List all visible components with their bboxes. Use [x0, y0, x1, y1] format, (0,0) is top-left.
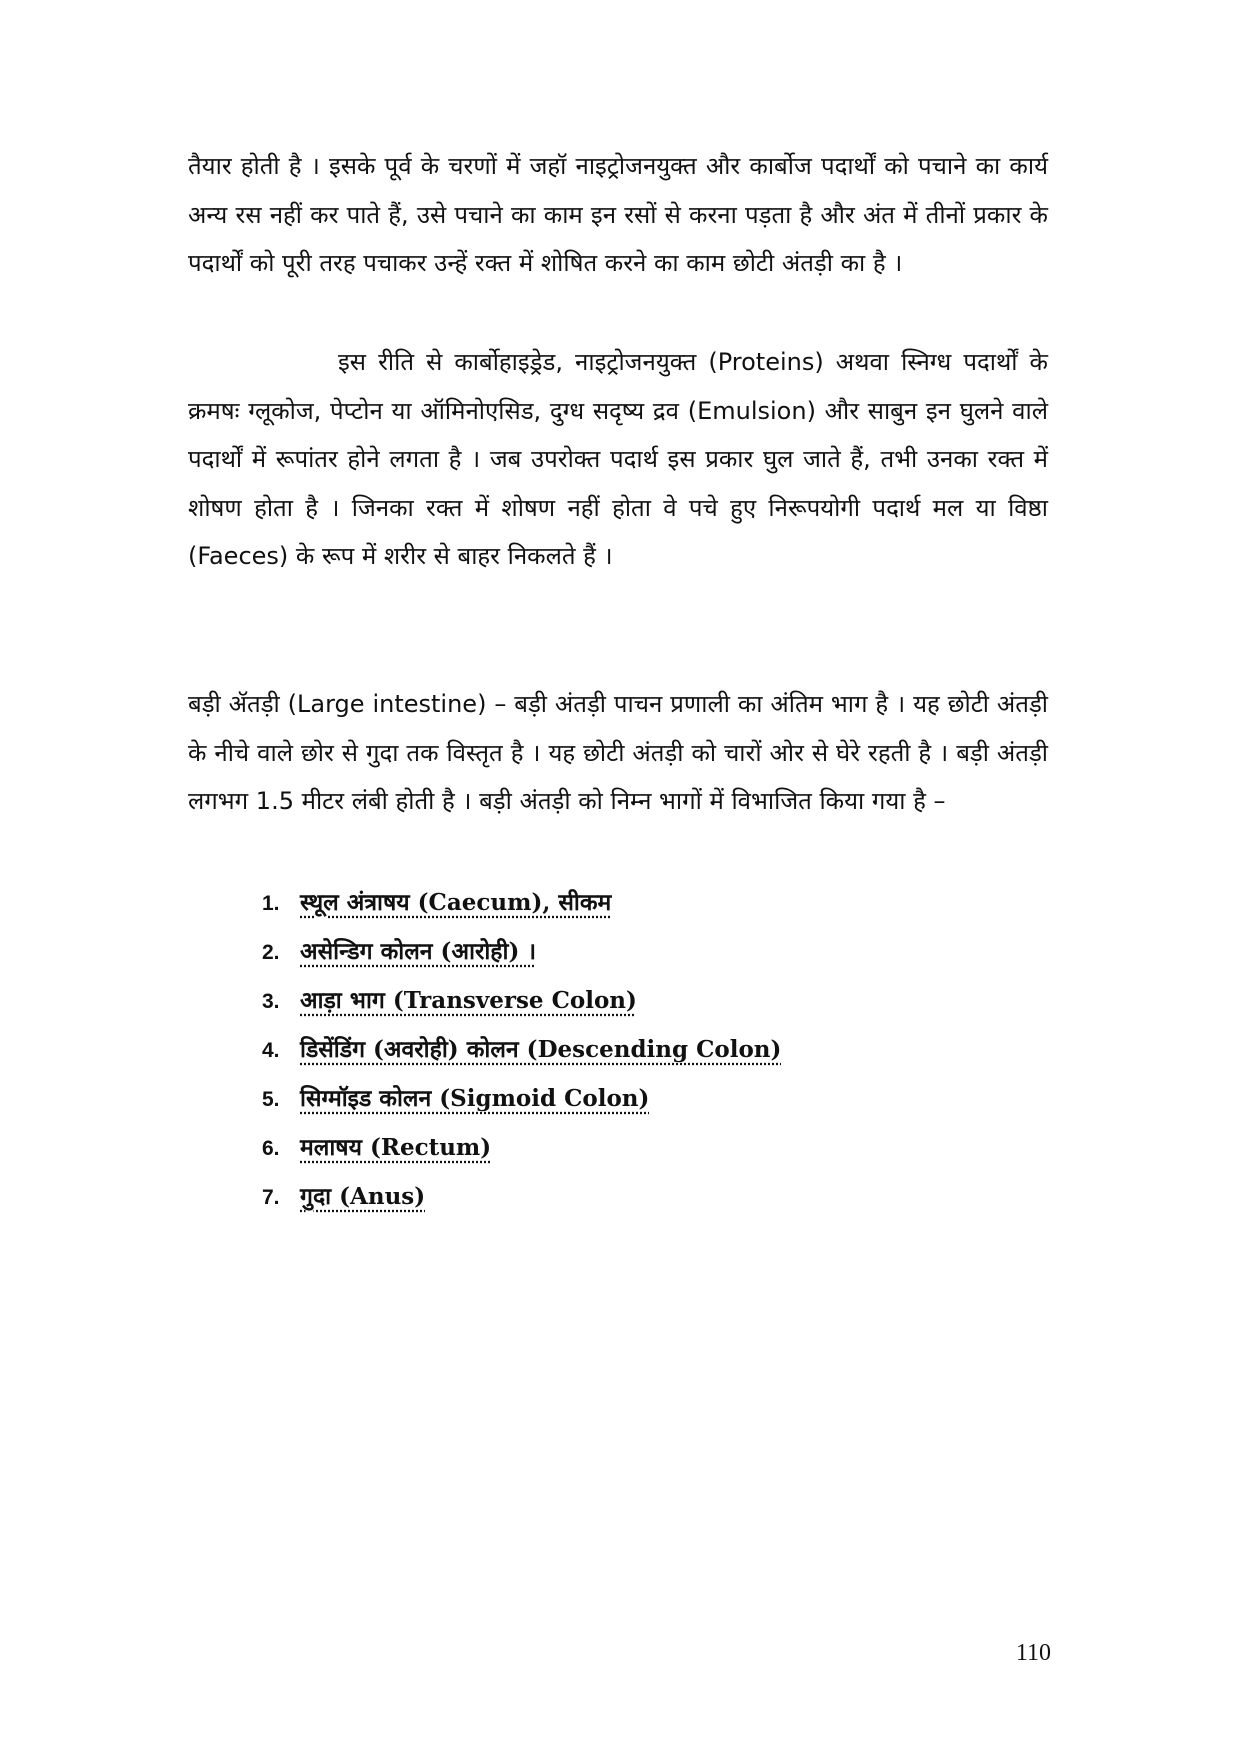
list-item	[262, 1074, 1022, 1123]
page-number: 110	[1015, 1640, 1051, 1666]
list-item-number: 4.	[262, 1039, 280, 1062]
list-item	[262, 1123, 1022, 1172]
list-item-number: 3.	[262, 990, 280, 1013]
list-item-label: डिसेंडिंग (अवरोही) कोलन (Descending Colon)	[300, 1036, 782, 1063]
list-item-number: 5.	[262, 1088, 280, 1111]
list-item-number: 7.	[262, 1186, 280, 1209]
list-item-number: 1.	[262, 892, 280, 915]
list-item-label: असेन्डिग कोलन (आरोही) ।	[300, 938, 537, 965]
paragraph-large-intestine: बड़ी ॲतड़ी (Large intestine) – बड़ी अंतड़ी पाचन प्रणाली का अंतिम भाग है । यह छोटी अंतड़ी के नीचे वाले छोर से गुदा तक विस्तृत है । यह छोटी अंतड़ी को चारों ओर से घेरे रहती है । बड़ी अंतड़ी लगभग 1.5 मीटर लंबी होती है । बड़ी अंतड़ी को निम्न भागों में विभाजित किया गया है –	[188, 690, 1048, 815]
list-item	[262, 976, 1022, 1025]
list-item	[262, 927, 1022, 976]
list-item	[262, 1172, 1022, 1221]
list-item-number: 2.	[262, 941, 280, 964]
list-item	[262, 1025, 1022, 1074]
paragraph-digestion-conversion: इस रीति से कार्बोहाइड्रेड, नाइट्रोजनयुक्त (Proteins) अथवा स्निग्ध पदार्थों के क्रमषः ग्लूकोज, पेप्टोन या ऑमिनोएसिड, दुग्ध सदृष्य द्रव (Emulsion) और साबुन इन घुलने वाले पदार्थों में रूपांतर होने लगता है । जब उपरोक्त पदार्थ इस प्रकार घुल जाते हैं, तभी उनका रक्त में शोषण होता है । जिनका रक्त में शोषण नहीं होता वे पचे हुए निरूपयोगी पदार्थ मल या विष्ठा (Faeces) के रूप में शरीर से बाहर निकलते हैं ।	[188, 348, 1048, 570]
list-item-label: मलाषय (Rectum)	[300, 1134, 492, 1161]
list-item-label: सिग्मॉइड कोलन (Sigmoid Colon)	[300, 1085, 650, 1112]
large-intestine-parts-list	[262, 878, 1022, 1221]
paragraph-small-intestine-absorption: तैयार होती है । इसके पूर्व के चरणों में जहॉ नाइट्रोजनयुक्त और कार्बोज पदार्थों को पचाने का कार्य अन्य रस नहीं कर पाते हैं, उसे पचाने का काम इन रसों से करना पड़ता है और अंत में तीनों प्रकार के पदार्थों को पूरी तरह पचाकर उन्हें रक्त में शोषित करने का काम छोटी अंतड़ी का है ।	[188, 152, 1048, 277]
list-item-label: आड़ा भाग (Transverse Colon)	[300, 987, 637, 1014]
list-item-label: गुदा (Anus)	[300, 1183, 426, 1210]
list-item-label: स्थूल अंत्राषय (Caecum), सीकम	[300, 889, 612, 916]
list-item-number: 6.	[262, 1137, 280, 1160]
list-item	[262, 878, 1022, 927]
